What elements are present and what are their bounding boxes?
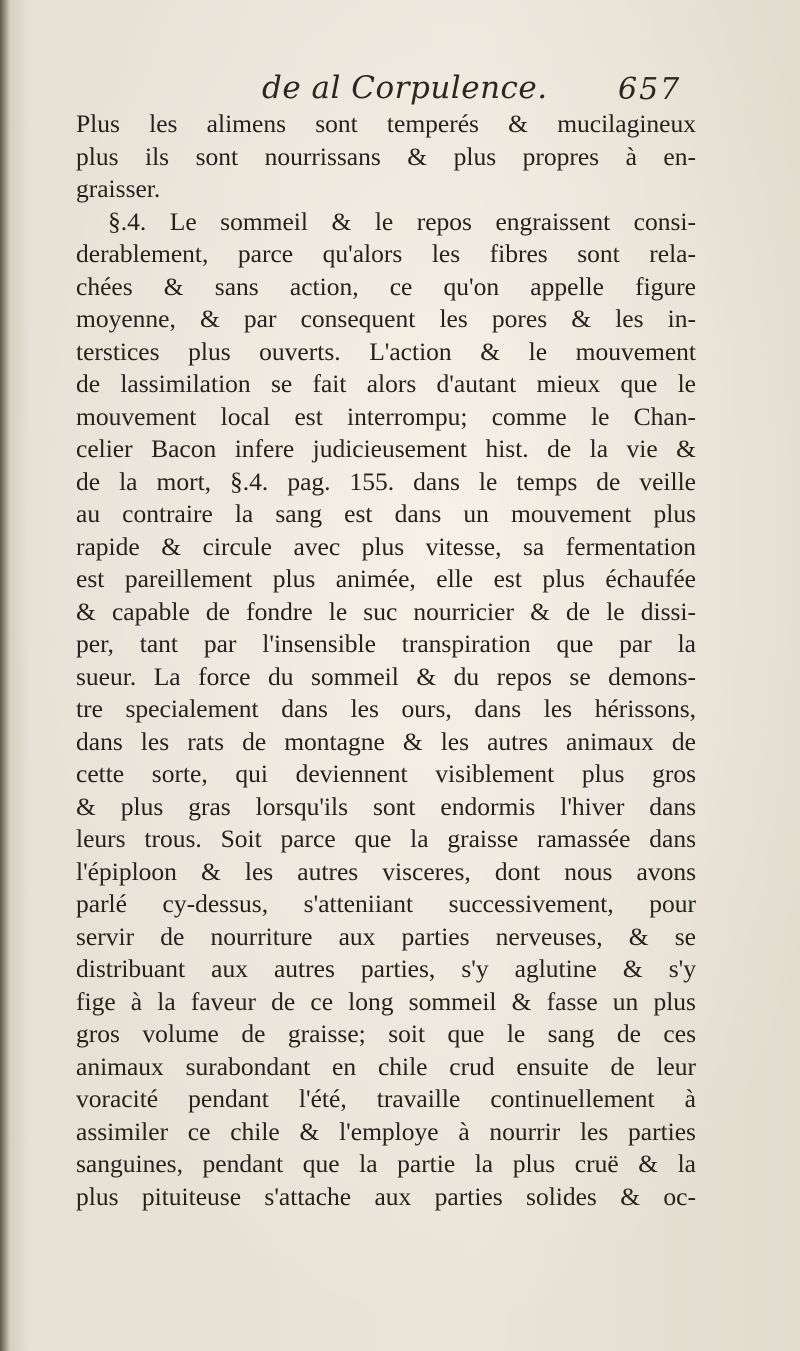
text-line: fige à la faveur de ce long sommeil & fasse un plus xyxy=(76,986,696,1016)
text-line: distribuant aux autres parties, s'y aglutine & s'y xyxy=(76,954,696,983)
text-line: animaux surabondant en chile crud ensuite de leur xyxy=(76,1051,696,1081)
text-line: de la mort, §.4. pag. 155. dans le temps de veille xyxy=(76,466,696,496)
text-line: & plus gras lorsqu'ils sont endormis l'hiver dans xyxy=(76,791,696,821)
page-binding-edge xyxy=(0,0,10,1351)
text-line: leurs trous. Soit parce que la graisse ramassée dans xyxy=(76,824,696,853)
page-number: 657 xyxy=(618,72,682,107)
text-line: rapide & circule avec plus vitesse, sa fermentation xyxy=(76,531,696,561)
text-line: & capable de fondre le suc nourricier & de le dissi- xyxy=(76,596,696,626)
text-line: est pareillement plus animée, elle est plus échaufée xyxy=(76,564,696,593)
text-line: chées & sans action, ce qu'on appelle figure xyxy=(76,271,696,301)
text-line: de lassimilation se fait alors d'autant mieux que le xyxy=(76,369,696,398)
text-line: servir de nourriture aux parties nerveuses, & se xyxy=(76,921,696,951)
text-line: sueur. La force du sommeil & du repos se demons- xyxy=(76,661,696,691)
text-line: per, tant par l'insensible transpiration que par la xyxy=(76,629,696,658)
text-line: moyenne, & par consequent les pores & les in- xyxy=(76,304,696,333)
text-line: parlé cy-dessus, s'atteniiant successivement, pour xyxy=(76,889,696,918)
text-line: dans les rats de montagne & les autres animaux de xyxy=(76,726,696,756)
text-line: plus pituiteuse s'attache aux parties solides & oc- xyxy=(76,1181,696,1211)
text-line: tre specialement dans les ours, dans les hérissons, xyxy=(76,694,696,723)
text-line: assimiler ce chile & l'employe à nourrir les parties xyxy=(76,1116,696,1146)
text-line: au contraire la sang est dans un mouvement plus xyxy=(76,499,696,528)
text-line: plus ils sont nourrissans & plus propres à en- xyxy=(76,141,696,171)
text-line: cette sorte, qui deviennent visiblement plus gros xyxy=(76,759,696,788)
running-title: de al Corpulence. xyxy=(262,70,548,106)
text-line: sanguines, pendant que la partie la plus cruë & la xyxy=(76,1149,696,1178)
text-line: derablement, parce qu'alors les fibres sont rela- xyxy=(76,239,696,268)
text-line: Plus les alimens sont temperés & mucilagineux xyxy=(76,109,696,138)
text-line: graisser. xyxy=(76,174,161,203)
text-line: celier Bacon infere judicieusement hist. de la vie & xyxy=(76,434,696,463)
paragraph-start-line: §.4. Le sommeil & le repos engraissent consi- xyxy=(108,206,696,236)
body-text xyxy=(76,108,696,1213)
text-line: terstices plus ouverts. L'action & le mouvement xyxy=(76,336,696,366)
text-line: l'épiploon & les autres visceres, dont nous avons xyxy=(76,856,696,886)
text-line: mouvement local est interrompu; comme le Chan- xyxy=(76,401,696,431)
text-line: gros volume de graisse; soit que le sang de ces xyxy=(76,1019,696,1048)
text-line: voracité pendant l'été, travaille continuellement à xyxy=(76,1084,696,1113)
